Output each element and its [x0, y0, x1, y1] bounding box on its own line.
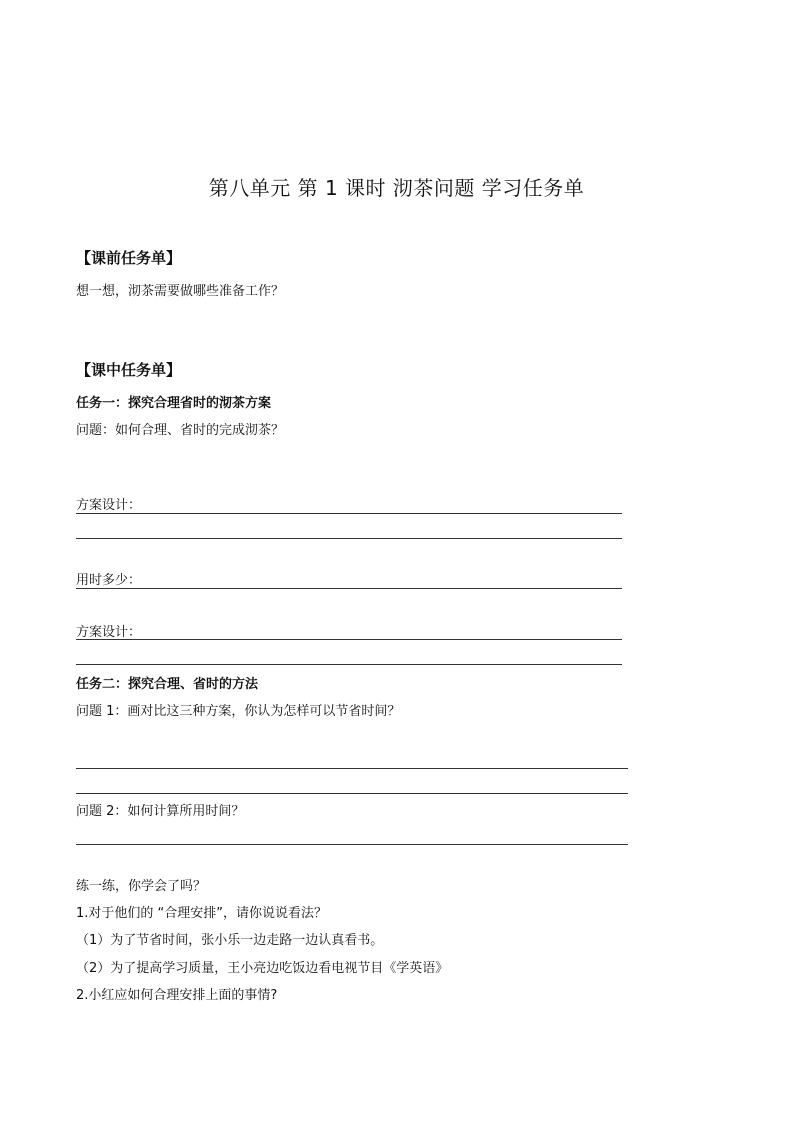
in-class-heading: 【课中任务单】 — [76, 361, 182, 379]
page-title: 第八单元 第 1 课时 沏茶问题 学习任务单 — [208, 176, 585, 200]
time-used-label: 用时多少： — [76, 573, 142, 588]
answer-line — [76, 639, 622, 640]
task1-title: 任务一：探究合理省时的沏茶方案 — [76, 396, 272, 411]
task2-question-1: 问题 1：画对比这三种方案，你认为怎样可以节省时间？ — [76, 704, 401, 719]
pre-class-heading: 【课前任务单】 — [76, 249, 182, 267]
answer-line — [76, 768, 628, 769]
practice-intro: 练一练，你学会了吗？ — [76, 879, 207, 894]
answer-line — [76, 793, 628, 794]
pre-class-question: 想一想，沏茶需要做哪些准备工作？ — [76, 284, 285, 299]
practice-item-2: （2）为了提高学习质量，王小亮边吃饭边看电视节目《学英语》 — [76, 961, 449, 976]
answer-line — [76, 844, 628, 845]
plan-design-label-1: 方案设计： — [76, 498, 142, 513]
answer-line — [76, 588, 622, 589]
practice-question-2: 2.小红应如何合理安排上面的事情? — [76, 988, 278, 1003]
practice-question-1: 1.对于他们的 “合理安排”，请你说说看法？ — [76, 906, 328, 921]
plan-design-label-2: 方案设计： — [76, 625, 142, 640]
answer-line — [76, 538, 622, 539]
answer-line — [76, 664, 622, 665]
answer-line — [76, 513, 622, 514]
practice-item-1: （1）为了节省时间，张小乐一边走路一边认真看书。 — [76, 933, 384, 948]
task2-question-2: 问题 2：如何计算所用时间？ — [76, 804, 245, 819]
task1-question: 问题：如何合理、省时的完成沏茶？ — [76, 423, 285, 438]
task2-title: 任务二：探究合理、省时的方法 — [76, 677, 259, 692]
